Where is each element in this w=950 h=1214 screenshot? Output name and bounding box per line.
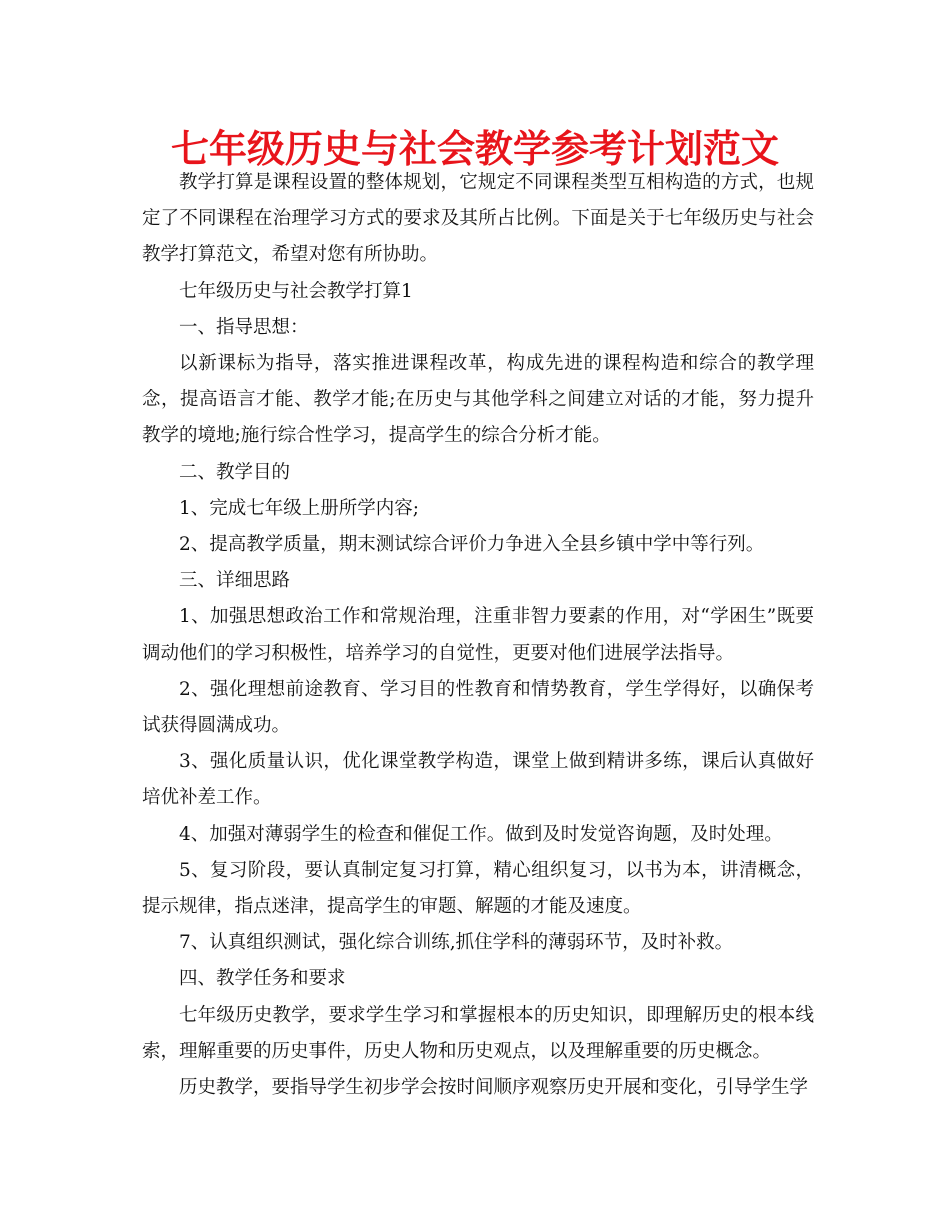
section-heading-teaching-goals: 二、教学目的 <box>179 461 291 483</box>
list-item: 1、完成七年级上册所学内容; <box>179 497 420 519</box>
body-paragraph: 历史教学，要指导学生初步学会按时间顺序观察历史开展和变化，引导学生学 <box>179 1077 809 1099</box>
list-item: 1、加强思想政治工作和常规治理，注重非智力要素的作用，对“学困生”既要调动他们的学习积极性，培养学习的自觉性，更要对他们进展学法指导。 <box>142 606 814 664</box>
body-paragraph: 以新课标为指导，落实推进课程改革，构成先进的课程构造和综合的教学理念，提高语言才能、教学才能;在历史与其他学科之间建立对话的才能，努力提升教学的境地;施行综合性学习，提高学生的综合分析才能。 <box>142 353 814 447</box>
list-item: 2、强化理想前途教育、学习目的性教育和情势教育，学生学得好，以确保考试获得圆满成功。 <box>142 678 814 737</box>
list-item: 2、提高教学质量，期末测试综合评价力争进入全县乡镇中学中等行列。 <box>179 534 765 556</box>
list-item: 4、加强对薄弱学生的检查和催促工作。做到及时发觉咨询题，及时处理。 <box>179 823 783 845</box>
body-paragraph: 七年级历史教学，要求学生学习和掌握根本的历史知识，即理解历史的根本线索，理解重要的历史事件，历史人物和历史观点，以及理解重要的历史概念。 <box>142 1004 814 1062</box>
intro-paragraph: 教学打算是课程设置的整体规划，它规定不同课程类型互相构造的方式，也规定了不同课程在治理学习方式的要求及其所占比例。下面是关于七年级历史与社会教学打算范文，希望对您有所协助。 <box>142 172 814 266</box>
plan-heading: 七年级历史与社会教学打算1 <box>179 280 413 302</box>
list-item: 7、认真组织测试，强化综合训练,抓住学科的薄弱环节，及时补救。 <box>179 932 734 954</box>
section-heading-tasks-requirements: 四、教学任务和要求 <box>179 968 346 990</box>
document-body <box>142 165 814 1106</box>
section-heading-guiding-thought: 一、指导思想： <box>179 316 309 338</box>
list-item: 5、复习阶段，要认真制定复习打算，精心组织复习，以书为本，讲清概念，提示规律，指点迷津，提高学生的审题、解题的才能及速度。 <box>142 859 814 918</box>
section-heading-detailed-approach: 三、详细思路 <box>179 570 291 592</box>
document-title: 七年级历史与社会教学参考计划范文 <box>170 126 779 171</box>
list-item: 3、强化质量认识，优化课堂教学构造，课堂上做到精讲多练，课后认真做好培优补差工作。 <box>142 751 814 809</box>
